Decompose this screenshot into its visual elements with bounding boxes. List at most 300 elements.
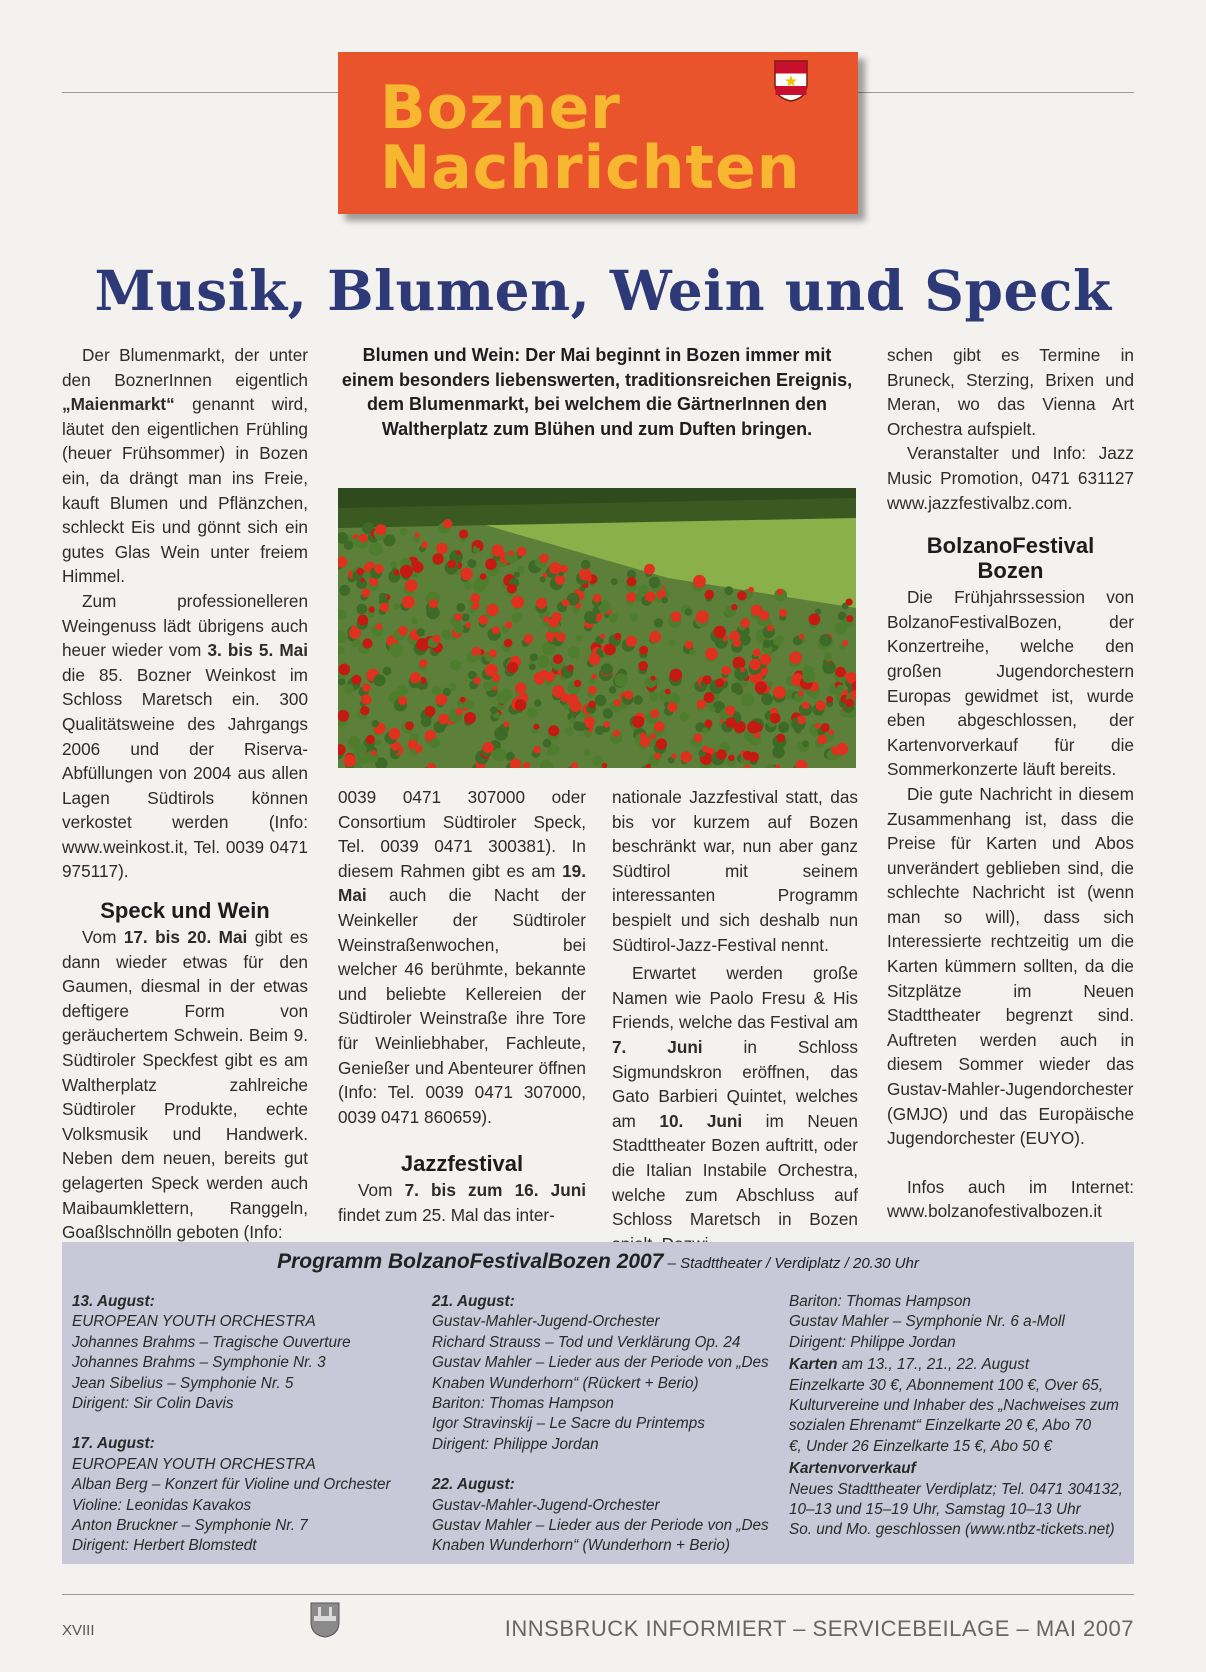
flower-mark [362, 683, 370, 691]
program-line: Kulturvereine und Inhaber des „Nachweises zum [789, 1397, 1119, 1415]
leaf-mark [450, 660, 461, 671]
lead-text: Blumen und Wein: Der Mai beginnt in Bozen immer mit einem besonders liebenswerten, traditionsreichen Ereignis, dem Blumenmarkt, bei welchem die GärtnerInnen den Waltherplatz zum Blühen und zum Duften bringen. [341, 345, 853, 439]
flower-mark [480, 573, 487, 580]
flower-mark [588, 686, 597, 695]
flower-mark [725, 706, 735, 716]
flower-mark [589, 653, 601, 665]
flower-mark [421, 541, 428, 548]
flower-mark [393, 570, 399, 576]
program-date: 21. August: [432, 1293, 515, 1310]
flower-mark [668, 702, 678, 712]
program-column-1 [72, 1292, 422, 1557]
flower-mark [464, 712, 476, 724]
flower-mark [740, 618, 750, 628]
flower-mark [416, 638, 429, 651]
leaf-mark [577, 722, 586, 731]
leaf-mark [547, 749, 554, 756]
flower-mark [671, 612, 682, 623]
flower-mark [438, 714, 449, 725]
leaf-mark [689, 649, 696, 656]
flower-mark [470, 593, 480, 603]
program-label: Karten [789, 1356, 838, 1374]
flower-mark [408, 740, 418, 750]
flower-mark [846, 599, 853, 606]
leaf-mark [709, 706, 715, 712]
flower-mark [398, 696, 407, 705]
flower-mark [760, 654, 771, 665]
flower-mark [749, 752, 759, 762]
flower-mark [549, 617, 559, 627]
flower-mark [375, 524, 386, 535]
flower-mark [560, 565, 568, 573]
flower-mark [779, 609, 787, 617]
flower-mark [389, 728, 401, 740]
flower-mark [650, 733, 656, 739]
flower-mark [542, 573, 547, 578]
flower-mark [515, 682, 526, 693]
flower-mark [503, 721, 509, 727]
flower-mark [767, 625, 774, 632]
flower-mark [476, 542, 482, 548]
leaf-mark [456, 603, 465, 612]
flower-mark [400, 565, 413, 578]
flower-mark [632, 716, 644, 728]
leaf-mark [511, 613, 521, 623]
flower-mark [436, 543, 447, 554]
top-rule-right [858, 92, 1134, 93]
program-line: Gustav Mahler – Lieder aus der Periode von „Des [432, 1517, 769, 1535]
flower-mark [570, 700, 582, 712]
masthead-line1: Bozner [380, 73, 621, 143]
flower-mark [613, 730, 620, 737]
program-line: Knaben Wunderhorn“ (Wunderhorn + Berio) [432, 1537, 731, 1555]
flower-mark [669, 669, 682, 682]
flower-mark [504, 639, 513, 648]
flower-mark [362, 638, 372, 648]
leaf-mark [383, 667, 392, 676]
flower-mark [405, 579, 418, 592]
flower-mark [731, 604, 737, 610]
flower-mark [588, 701, 596, 709]
leaf-mark [608, 613, 618, 623]
flower-mark [614, 699, 621, 706]
flower-mark [671, 754, 676, 759]
flower-mark [429, 599, 438, 608]
leaf-mark [614, 673, 628, 687]
program-line: Einzelkarte 30 €, Abonnement 100 €, Over 65, [789, 1376, 1104, 1394]
flower-mark [410, 672, 421, 683]
program-line: Violine: Leonidas Kavakos [72, 1496, 252, 1514]
flower-field-photo [338, 488, 856, 768]
flower-mark [398, 626, 408, 636]
leaf-mark [812, 692, 819, 699]
leaf-mark [731, 683, 742, 694]
flower-mark [402, 596, 415, 609]
flower-mark [545, 672, 555, 682]
program-line: Karten am 13., 17., 21., 22. August [789, 1356, 1030, 1374]
flower-mark [494, 550, 501, 557]
flower-mark [816, 701, 826, 711]
leaf-mark [490, 706, 498, 714]
leaf-mark [576, 635, 583, 642]
heading-speck-und-wein: Speck und Wein [100, 898, 270, 924]
paragraph-weinkeller: 0039 0471 307000 oder Consortium Südtiroler Speck, Tel. 0039 0471 300381). In diesem Rahmen gibt es am 19. Mai auch die Nacht der Weinkeller der Südtiroler Weinstraßenwochen, bei welcher 46 berühmte, bekannte und beliebte Kellereien der Südtiroler Weinstraße ihre Tore für Weinliebhaber, Fachleute, Genießer und Abenteurer öffnen (Info: Tel. 0039 0471 307000, 0039 0471 860659). [338, 787, 586, 1127]
leaf-mark [390, 561, 397, 568]
flower-mark [705, 648, 718, 661]
leaf-mark [462, 614, 470, 622]
program-line: Neues Stadttheater Verdiplatz; Tel. 0471 304132, [789, 1480, 1123, 1498]
flower-mark [507, 584, 517, 594]
program-line: Gustav-Mahler-Jugend-Orchester [432, 1313, 660, 1331]
flower-mark [802, 702, 810, 710]
flower-mark [349, 627, 361, 639]
flower-mark [465, 622, 471, 628]
leaf-mark [581, 560, 591, 570]
paragraph-festival-internet: Infos auch im Internet: www.bolzanofestivalbozen.it [887, 1176, 1134, 1222]
flower-mark [533, 746, 541, 754]
flower-mark [681, 751, 692, 762]
flower-mark [344, 754, 357, 767]
program-line: Bariton: Thomas Hampson [789, 1293, 971, 1310]
flower-mark [533, 724, 539, 730]
flower-mark [773, 686, 786, 699]
program-line: Gustav Mahler – Symphonie Nr. 6 a-Moll [789, 1313, 1065, 1331]
leaf-mark [592, 755, 603, 766]
leaf-mark [820, 634, 832, 646]
program-line: EUROPEAN YOUTH ORCHESTRA [72, 1313, 316, 1331]
flower-mark [412, 562, 423, 573]
flower-mark [552, 685, 565, 698]
flower-mark [505, 621, 512, 628]
flower-mark [627, 577, 637, 587]
program-column-2 [432, 1292, 772, 1557]
column-2 [338, 785, 586, 1228]
flower-mark [650, 709, 659, 718]
leaf-mark [514, 572, 520, 578]
flower-mark [644, 564, 655, 575]
flower-mark [759, 611, 769, 621]
flower-mark [460, 568, 472, 580]
flower-mark [471, 650, 476, 655]
program-line: €, Under 26 Einzelkarte 15 €, Abo 50 € [789, 1437, 1053, 1455]
flower-mark [614, 633, 621, 640]
leaf-mark [338, 678, 346, 686]
flower-mark [755, 682, 767, 694]
leaf-mark [493, 748, 507, 762]
flower-mark [726, 717, 737, 728]
leaf-mark [685, 608, 693, 616]
flower-mark [574, 680, 581, 687]
flower-mark [716, 749, 727, 760]
leaf-mark [442, 630, 452, 640]
flower-mark [729, 631, 740, 642]
program-date: 22. August: [432, 1476, 515, 1494]
leaf-mark [777, 636, 784, 643]
flower-mark [361, 588, 370, 597]
flower-mark [539, 554, 549, 564]
flower-mark [704, 692, 715, 703]
flower-mark [485, 558, 497, 570]
flower-mark [549, 562, 561, 574]
flower-mark [425, 706, 436, 717]
masthead [338, 52, 858, 214]
page-number: XVIII [62, 1622, 95, 1639]
leaf-mark [542, 642, 555, 655]
heading-bolzanofestival: BolzanoFestival Bozen [926, 533, 1095, 584]
flower-mark [703, 675, 712, 684]
flower-mark [371, 750, 377, 756]
footer-title: INNSBRUCK INFORMIERT – SERVICEBEILAGE – MAI 2007 [504, 1616, 1134, 1641]
flower-mark [483, 742, 494, 753]
leaf-mark [527, 707, 537, 717]
flower-mark [419, 659, 427, 667]
leaf-mark [679, 712, 688, 721]
flower-mark [415, 533, 420, 538]
program-date: 13. August: [72, 1293, 155, 1310]
leaf-mark [534, 699, 541, 706]
flower-mark [845, 699, 854, 708]
flower-mark [740, 667, 745, 672]
flower-mark [515, 699, 527, 711]
program-line: Bariton: Thomas Hampson [432, 1395, 614, 1413]
leaf-mark [633, 695, 642, 704]
leaf-mark [630, 613, 639, 622]
leaf-mark [339, 585, 350, 596]
flower-mark [374, 564, 383, 573]
leaf-mark [778, 722, 789, 733]
program-line: Richard Strauss – Tod und Verklärung Op. 24 [432, 1333, 741, 1351]
flower-mark [369, 606, 375, 612]
leaf-mark [379, 593, 387, 601]
headline: Musik, Blumen, Wein und Speck [94, 258, 1112, 323]
flower-mark [649, 631, 661, 643]
program-line: Knaben Wunderhorn“ (Rückert + Berio) [432, 1374, 699, 1392]
leaf-mark [802, 670, 815, 683]
flower-mark [543, 616, 549, 622]
flower-mark [433, 635, 441, 643]
flower-mark [821, 723, 830, 732]
leaf-mark [537, 655, 549, 667]
flower-mark [640, 737, 651, 748]
flower-mark [356, 568, 364, 576]
flower-mark [696, 610, 709, 623]
leaf-mark [411, 618, 418, 625]
program-line: Anton Bruckner – Symphonie Nr. 7 [72, 1517, 308, 1535]
flower-mark [626, 636, 637, 647]
flower-mark [432, 553, 443, 564]
flower-mark [797, 715, 806, 724]
leaf-mark [763, 640, 772, 649]
leaf-mark [417, 628, 425, 636]
flower-mark [777, 734, 786, 743]
flower-mark [817, 734, 827, 744]
flower-mark [750, 659, 761, 670]
leaf-mark [454, 624, 464, 634]
leaf-mark [374, 674, 386, 686]
leaf-mark [393, 603, 400, 610]
flower-mark [639, 646, 648, 655]
flower-mark [511, 596, 524, 609]
paragraph-jazz-artists: Erwartet werden große Namen wie Paolo Fresu & His Friends, welche das Festival am 7. Juni in Schloss Sigmundskron eröffnen, das Gato Barbieri Quintet, welches am 10. Juni im Neuen Stadttheater Bozen auftritt, oder die Italian Instabile Orchestra, welche zum Abschluss auf Schloss Maretsch in Bozen [612, 963, 858, 1230]
leaf-mark [661, 597, 668, 604]
flower-mark [460, 697, 466, 703]
leaf-mark [702, 727, 708, 733]
flower-mark [492, 626, 500, 634]
leaf-mark [767, 681, 773, 687]
paragraph-speckfest: Vom 17. bis 20. Mai gibt es dann wieder etwas für den Gaumen, diesmal in der etwas deftigere Form von geräuchertem Schwein. Beim 9. Südtiroler Speckfest gibt es am Waltherplatz zahlreiche Südtiroler Produkte, echte Volksmusik und Handwerk. Neben dem neuen, bereits gut gelagerten Speck werden auch Maibaumklettern, Ranggeln, Goaßlschnölln geboten (Info: [62, 927, 308, 1243]
flower-mark [489, 649, 497, 657]
paragraph-jazz-info: Veranstalter und Info: Jazz Music Promotion, 0471 631127 www.jazzfestivalbz.com. [887, 443, 1134, 513]
leaf-mark [741, 693, 754, 706]
program-line: Dirigent: Philippe Jordan [432, 1435, 599, 1453]
flower-mark [809, 613, 821, 625]
flower-mark [455, 708, 462, 715]
flower-mark [624, 691, 633, 700]
flower-mark [447, 560, 456, 569]
flower-mark [485, 664, 498, 677]
leaf-mark [837, 685, 845, 693]
program-gap [432, 1455, 772, 1475]
top-rule-left [62, 92, 338, 93]
flower-mark [651, 676, 656, 681]
flower-mark [548, 725, 559, 736]
leaf-mark [464, 582, 471, 589]
flower-mark [567, 665, 574, 672]
leaf-mark [649, 577, 660, 588]
leaf-mark [389, 643, 403, 657]
flower-mark [536, 598, 547, 609]
leaf-mark [584, 749, 591, 756]
leaf-mark [466, 700, 475, 709]
flower-mark [694, 733, 703, 742]
leaf-mark [638, 585, 648, 595]
program-line: Gustav-Mahler-Jugend-Orchester [432, 1496, 660, 1514]
leaf-mark [724, 586, 733, 595]
program-line: Alban Berg – Konzert für Violine und Orchester [72, 1476, 391, 1494]
leaf-mark [584, 611, 597, 624]
footer-rule [62, 1594, 1134, 1595]
leaf-mark [568, 646, 580, 658]
flower-mark [835, 667, 846, 678]
leaf-mark [353, 743, 367, 757]
program-line: Dirigent: Philippe Jordan [789, 1333, 956, 1351]
flower-mark [654, 753, 661, 760]
program-box [62, 1242, 1134, 1564]
flower-mark [562, 599, 569, 606]
program-line: Igor Stravinskij – Le Sacre du Printemps [432, 1415, 705, 1433]
program-line: 10–13 und 15–19 Uhr, Samstag 10–13 Uhr [789, 1501, 1081, 1519]
flower-mark [685, 641, 693, 649]
leaf-mark [375, 739, 382, 746]
program-date: 17. August: [72, 1435, 155, 1453]
flower-mark [487, 604, 499, 616]
leaf-mark [449, 683, 457, 691]
flower-mark [777, 589, 783, 595]
leaf-mark [668, 640, 675, 647]
flower-mark [832, 747, 840, 755]
program-gap [72, 1414, 422, 1434]
paragraph-festival-session: Die Frühjahrssession von BolzanoFestivalBozen, der Konzertreihe, welche den großen Jugendorchestern Europas gewidmet ist, wurde eben abgeschlossen, der Kartenvorverkauf für die Sommerkonzerte läuft bereits. [887, 587, 1134, 780]
flower-mark [591, 674, 597, 680]
paragraph-jazz-dates: Vom 7. bis zum 16. Juni findet zum 25. Mal das inter- [338, 1180, 586, 1225]
flower-mark [753, 649, 761, 657]
program-line: Dirigent: Herbert Blomstedt [72, 1537, 257, 1555]
leaf-mark [543, 739, 552, 748]
flower-mark [715, 678, 724, 687]
leaf-mark [432, 686, 442, 696]
masthead-line2: Nachrichten [380, 133, 801, 203]
flower-mark [828, 730, 834, 736]
paragraph-weinkost: Zum professionelleren Weingenuss lädt übrigens auch heuer wieder vom 3. bis 5. Mai die 85. Bozner Weinkost im Schloss Maretsch ein. 300 Qualitätsweine des Jahrgangs 2006 und der Riserva-Abfüllungen von 2004 aus allen Lagen Südtirols können verkostet werden (Info: www.weinkost.it, Tel. 0039 0471 975117). [62, 590, 308, 882]
leaf-mark [529, 664, 536, 671]
leaf-mark [609, 686, 617, 694]
paragraph-blumenmarkt: Der Blumenmarkt, der unter den BoznerInnen eigentlich „Maienmarkt“ genannt wird, läutet den eigentlichen Frühling (heuer Frühsommer) in Bozen ein, da drängt man ins Freie, kauft Blumen und Pflänzchen, schleckt Eis und gönnt sich ein gutes Glas Wein unter freiem Himmel. [62, 345, 308, 587]
flower-mark [507, 662, 518, 673]
flower-mark [517, 547, 527, 557]
flower-mark [693, 575, 706, 588]
flower-mark [455, 613, 463, 621]
program-line: EUROPEAN YOUTH ORCHESTRA [72, 1455, 316, 1473]
flower-mark [721, 666, 730, 675]
program-line: Dirigent: Sir Colin Davis [72, 1395, 234, 1413]
flower-mark [654, 721, 665, 732]
paragraph-jazz-program: nationale Jazzfestival statt, das bis vor kurzem auf Bozen beschränkt war, nun aber ganz Südtirol mit seinem interessanten Programm bespielt und sich deshalb nun Südtirol-Jazz-Festival nennt. [612, 787, 858, 955]
flower-mark [366, 735, 375, 744]
flower-mark [704, 720, 712, 728]
flower-mark [376, 623, 383, 630]
program-line: So. und Mo. geschlossen (www.ntbz-tickets.net) [789, 1521, 1115, 1539]
flower-mark [603, 721, 610, 728]
flower-mark [846, 615, 853, 622]
flower-mark [697, 700, 706, 709]
flower-mark [842, 640, 848, 646]
flower-mark [638, 661, 648, 671]
flower-mark [748, 587, 754, 593]
column-1 [62, 343, 308, 1245]
flower-mark [456, 550, 461, 555]
flower-mark [360, 706, 369, 715]
flower-mark [553, 654, 563, 664]
flower-mark [600, 634, 605, 639]
leaf-mark [400, 528, 408, 536]
flower-mark [789, 651, 801, 663]
leaf-mark [824, 653, 832, 661]
program-date: Kartenvorverkauf [789, 1460, 916, 1478]
flower-mark [357, 615, 368, 626]
leaf-mark [344, 684, 354, 694]
flower-mark [509, 551, 514, 556]
flower-mark [361, 694, 372, 705]
leaf-mark [397, 685, 408, 696]
program-title: Programm BolzanoFestivalBozen 2007 – Stadttheater / Verdiplatz / 20.30 Uhr [277, 1250, 919, 1273]
innsbruck-crest-icon [310, 1602, 340, 1638]
flower-mark [405, 721, 414, 730]
leaf-mark [467, 559, 476, 568]
flower-mark [359, 534, 368, 543]
flower-mark [626, 592, 636, 602]
leaf-mark [369, 542, 383, 556]
column-3 [612, 785, 858, 1256]
leaf-mark [649, 692, 658, 701]
flower-mark [579, 568, 591, 580]
flower-mark [728, 755, 734, 761]
flower-mark [799, 634, 805, 640]
leaf-mark [357, 604, 368, 615]
leaf-mark [372, 720, 379, 727]
flower-mark [826, 696, 833, 703]
flower-mark [524, 634, 534, 644]
heading-jazzfestival: Jazzfestival [400, 1151, 524, 1177]
